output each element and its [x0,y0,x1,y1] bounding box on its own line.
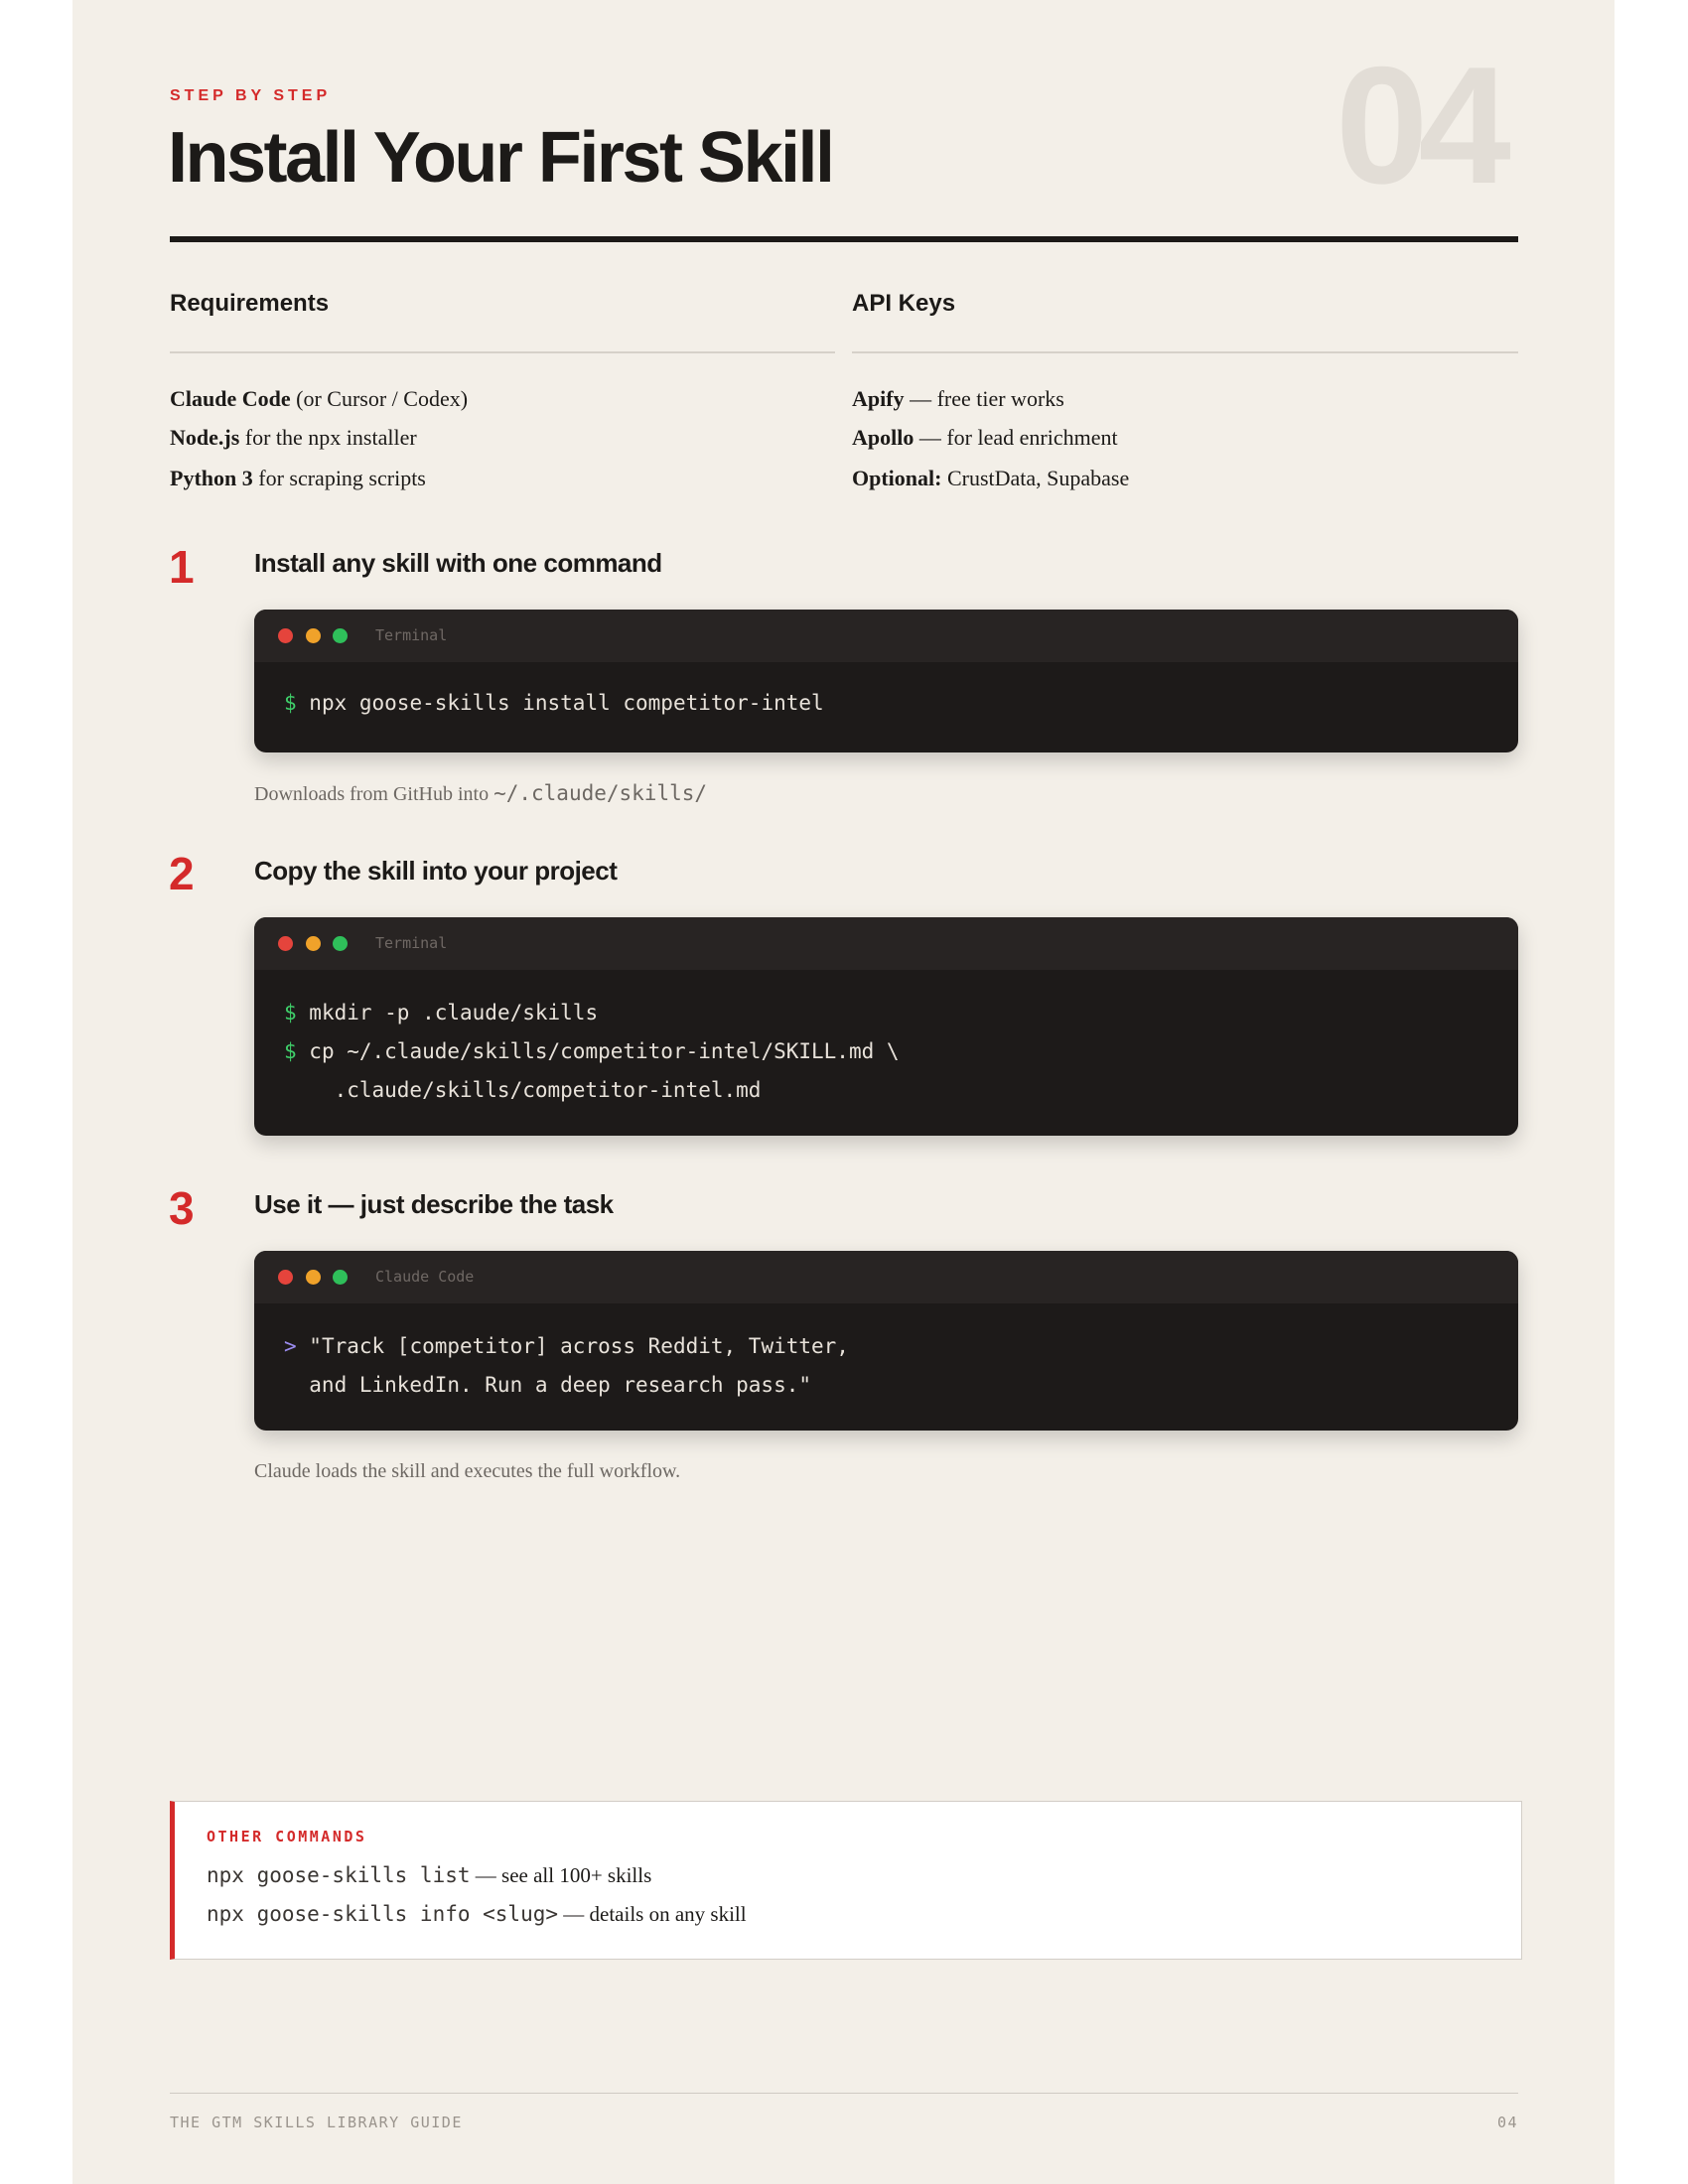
step-heading: Install any skill with one command [254,548,662,578]
terminal-titlebar [254,610,1518,662]
code-line: $ npx goose-skills install competitor-intel [284,691,824,715]
step-caption: Downloads from GitHub into ~/.claude/skills/ [254,781,708,805]
terminal-titlebar [254,917,1518,970]
other-commands-callout [170,1801,1522,1960]
maximize-dot-icon [333,936,348,951]
code-line: and LinkedIn. Run a deep research pass." [284,1373,812,1397]
code-line: $ cp ~/.claude/skills/competitor-intel/SKILL.md \ [284,1039,900,1063]
step-heading: Use it — just describe the task [254,1189,614,1219]
minimize-dot-icon [306,1270,321,1285]
requirements-divider [170,351,835,353]
api-key-item: Apollo — for lead enrichment [852,425,1118,450]
terminal-window [254,917,1518,1136]
code-line: .claude/skills/competitor-intel.md [284,1078,762,1102]
command-item: npx goose-skills list — see all 100+ skills [207,1863,652,1887]
command-item: npx goose-skills info <slug> — details on any skill [207,1902,747,1926]
requirements-heading: Requirements [170,290,330,317]
terminal-window [254,1251,1518,1431]
step-caption: Claude loads the skill and executes the full workflow. [254,1460,681,1482]
requirement-item: Python 3 for scraping scripts [170,466,426,490]
page-title: Install Your First Skill [168,118,833,198]
terminal-titlebar [254,1251,1518,1303]
step-number: 2 [169,848,195,899]
terminal-title: Terminal [375,626,448,644]
maximize-dot-icon [333,628,348,643]
terminal-title: Claude Code [375,1268,475,1286]
close-dot-icon [278,936,293,951]
callout-label: OTHER COMMANDS [207,1828,367,1845]
code-line: $ mkdir -p .claude/skills [284,1001,599,1024]
footer-page-number: 04 [1496,2114,1518,2131]
code-line: > "Track [competitor] across Reddit, Twitter, [284,1334,849,1358]
eyebrow: STEP BY STEP [170,87,332,104]
section-number: 04 [1336,32,1501,218]
api-key-item: Apify — free tier works [852,386,1064,411]
maximize-dot-icon [333,1270,348,1285]
title-divider [170,236,1518,242]
api-keys-divider [852,351,1518,353]
api-keys-heading: API Keys [852,290,956,317]
minimize-dot-icon [306,628,321,643]
step-number: 1 [169,541,195,593]
footer-title: THE GTM SKILLS LIBRARY GUIDE [170,2114,463,2131]
close-dot-icon [278,628,293,643]
footer-divider [170,2093,1518,2094]
requirement-item: Node.js for the npx installer [170,425,417,450]
terminal-window [254,610,1518,752]
step-heading: Copy the skill into your project [254,856,618,886]
step-number: 3 [169,1182,195,1234]
close-dot-icon [278,1270,293,1285]
terminal-title: Terminal [375,934,448,952]
requirement-item: Claude Code (or Cursor / Codex) [170,386,469,411]
minimize-dot-icon [306,936,321,951]
api-key-item: Optional: CrustData, Supabase [852,466,1130,490]
